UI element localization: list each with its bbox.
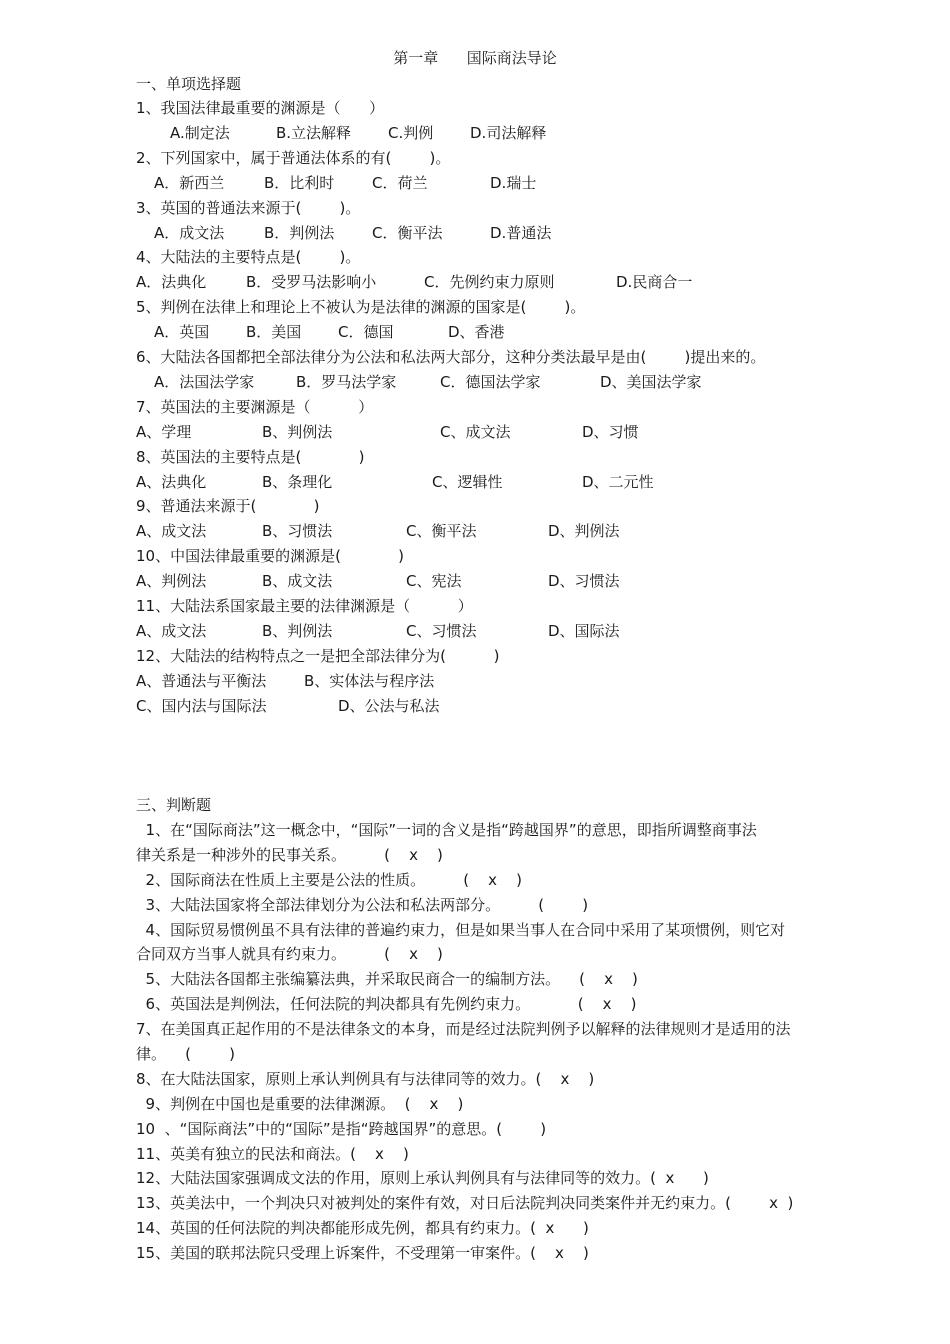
mc-option: C．先例约束力原则 [424,273,555,291]
mc-option: B、成文法 [262,572,333,590]
mc-option: D.司法解释 [470,124,547,142]
mc-option: B、判例法 [262,622,333,640]
mc-option: D、公法与私法 [338,697,440,715]
mc-option: A、普通法与平衡法 [136,672,267,690]
tf-line: 律关系是一种涉外的民事关系。 ( x ) [136,846,443,864]
mc-option: B、习惯法 [262,522,333,540]
mc-question: 7、英国法的主要渊源是（ ） [136,398,374,416]
tf-line: 6、英国法是判例法，任何法院的判决都具有先例约束力。 ( x ) [136,995,637,1013]
mc-option: D、香港 [448,323,505,341]
mc-option: B．受罗马法影响小 [246,273,377,291]
mc-option: D.瑞士 [490,174,537,192]
tf-line: 合同双方当事人就具有约束力。 ( x ) [136,945,443,963]
tf-line: 9、判例在中国也是重要的法律渊源。 ( x ) [136,1095,464,1113]
mc-option: B、实体法与程序法 [304,672,435,690]
tf-line: 2、国际商法在性质上主要是公法的性质。 ( x ) [136,871,522,889]
mc-option: B、条理化 [262,473,333,491]
tf-line: 11、英美有独立的民法和商法。( x ) [136,1145,409,1163]
mc-option: A、成文法 [136,622,207,640]
mc-question: 9、普通法来源于( ) [136,497,320,515]
tf-line: 4、国际贸易惯例虽不具有法律的普遍约束力，但是如果当事人在合同中采用了某项惯例，则它对 [136,921,786,939]
mc-option: C、国内法与国际法 [136,697,267,715]
mc-option: D.普通法 [490,224,552,242]
mc-question: 4、大陆法的主要特点是( )。 [136,248,361,266]
tf-line: 14、英国的任何法院的判决都能形成先例，都具有约束力。( x ) [136,1219,589,1237]
mc-option: B．美国 [246,323,302,341]
tf-line: 3、大陆法国家将全部法律划分为公法和私法两部分。 ( ) [136,896,589,914]
tf-line: 13、英美法中，一个判决只对被判处的案件有效，对日后法院判决同类案件并无约束力。( x ) [136,1194,794,1212]
section-heading-tf: 三、判断题 [136,796,212,814]
mc-option: B．比利时 [264,174,335,192]
tf-line: 8、在大陆法国家，原则上承认判例具有与法律同等的效力。( x ) [136,1070,595,1088]
chapter-title: 第一章 国际商法导论 [393,49,557,67]
mc-question: 12、大陆法的结构特点之一是把全部法律分为( ) [136,647,500,665]
tf-line: 12、大陆法国家强调成文法的作用，原则上承认判例具有与法律同等的效力。( x ) [136,1169,709,1187]
mc-option: A、法典化 [136,473,207,491]
mc-option: A、成文法 [136,522,207,540]
mc-question: 2、下列国家中，属于普通法体系的有( )。 [136,149,451,167]
tf-line: 5、大陆法各国都主张编纂法典，并采取民商合一的编制方法。 ( x ) [136,970,638,988]
mc-option: B．罗马法学家 [296,373,397,391]
mc-option: C.判例 [388,124,434,142]
section-heading-mc: 一、单项选择题 [136,75,242,93]
mc-question: 6、大陆法各国都把全部法律分为公法和私法两大部分，这种分类法最早是由( )提出来的。 [136,348,766,366]
mc-option: A．成文法 [154,224,225,242]
mc-option: C．德国 [338,323,394,341]
mc-option: A．新西兰 [154,174,225,192]
mc-option: A、判例法 [136,572,207,590]
tf-line: 律。 ( ) [136,1045,235,1063]
mc-option: A．英国 [154,323,210,341]
mc-question: 11、大陆法系国家最主要的法律渊源是（ ） [136,597,473,615]
mc-option: A.制定法 [170,124,230,142]
mc-option: A．法典化 [136,273,207,291]
mc-option: C、宪法 [406,572,462,590]
tf-line: 7、在美国真正起作用的不是法律条文的本身，而是经过法院判例予以解释的法律规则才是适用的法 [136,1020,791,1038]
mc-option: C．荷兰 [372,174,428,192]
mc-option: B、判例法 [262,423,333,441]
mc-option: C、衡平法 [406,522,477,540]
mc-option: C．衡平法 [372,224,443,242]
mc-option: D、习惯 [582,423,639,441]
mc-question: 8、英国法的主要特点是( ) [136,448,365,466]
mc-option: D、习惯法 [548,572,620,590]
mc-option: C、逻辑性 [432,473,503,491]
mc-option: A、学理 [136,423,192,441]
mc-question: 5、判例在法律上和理论上不被认为是法律的渊源的国家是( )。 [136,298,586,316]
mc-option: A．法国法学家 [154,373,255,391]
mc-question: 1、我国法律最重要的渊源是（ ） [136,99,385,117]
mc-option: B.立法解释 [276,124,352,142]
mc-option: D、二元性 [582,473,654,491]
tf-line: 1、在“国际商法”这一概念中，“国际”一词的含义是指“跨越国界”的意思，即指所调整商事法 [136,821,757,839]
mc-option: D.民商合一 [616,273,693,291]
mc-option: D、判例法 [548,522,620,540]
mc-option: D、美国法学家 [600,373,702,391]
mc-option: C、习惯法 [406,622,477,640]
mc-option: D、国际法 [548,622,620,640]
mc-option: C．德国法学家 [440,373,541,391]
mc-question: 3、英国的普通法来源于( )。 [136,199,361,217]
mc-question: 10、中国法律最重要的渊源是( ) [136,547,405,565]
mc-option: B．判例法 [264,224,335,242]
tf-line: 15、美国的联邦法院只受理上诉案件，不受理第一审案件。( x ) [136,1244,589,1262]
mc-option: C、成文法 [440,423,511,441]
tf-line: 10 、“国际商法”中的“国际”是指“跨越国界”的意思。( ) [136,1120,547,1138]
